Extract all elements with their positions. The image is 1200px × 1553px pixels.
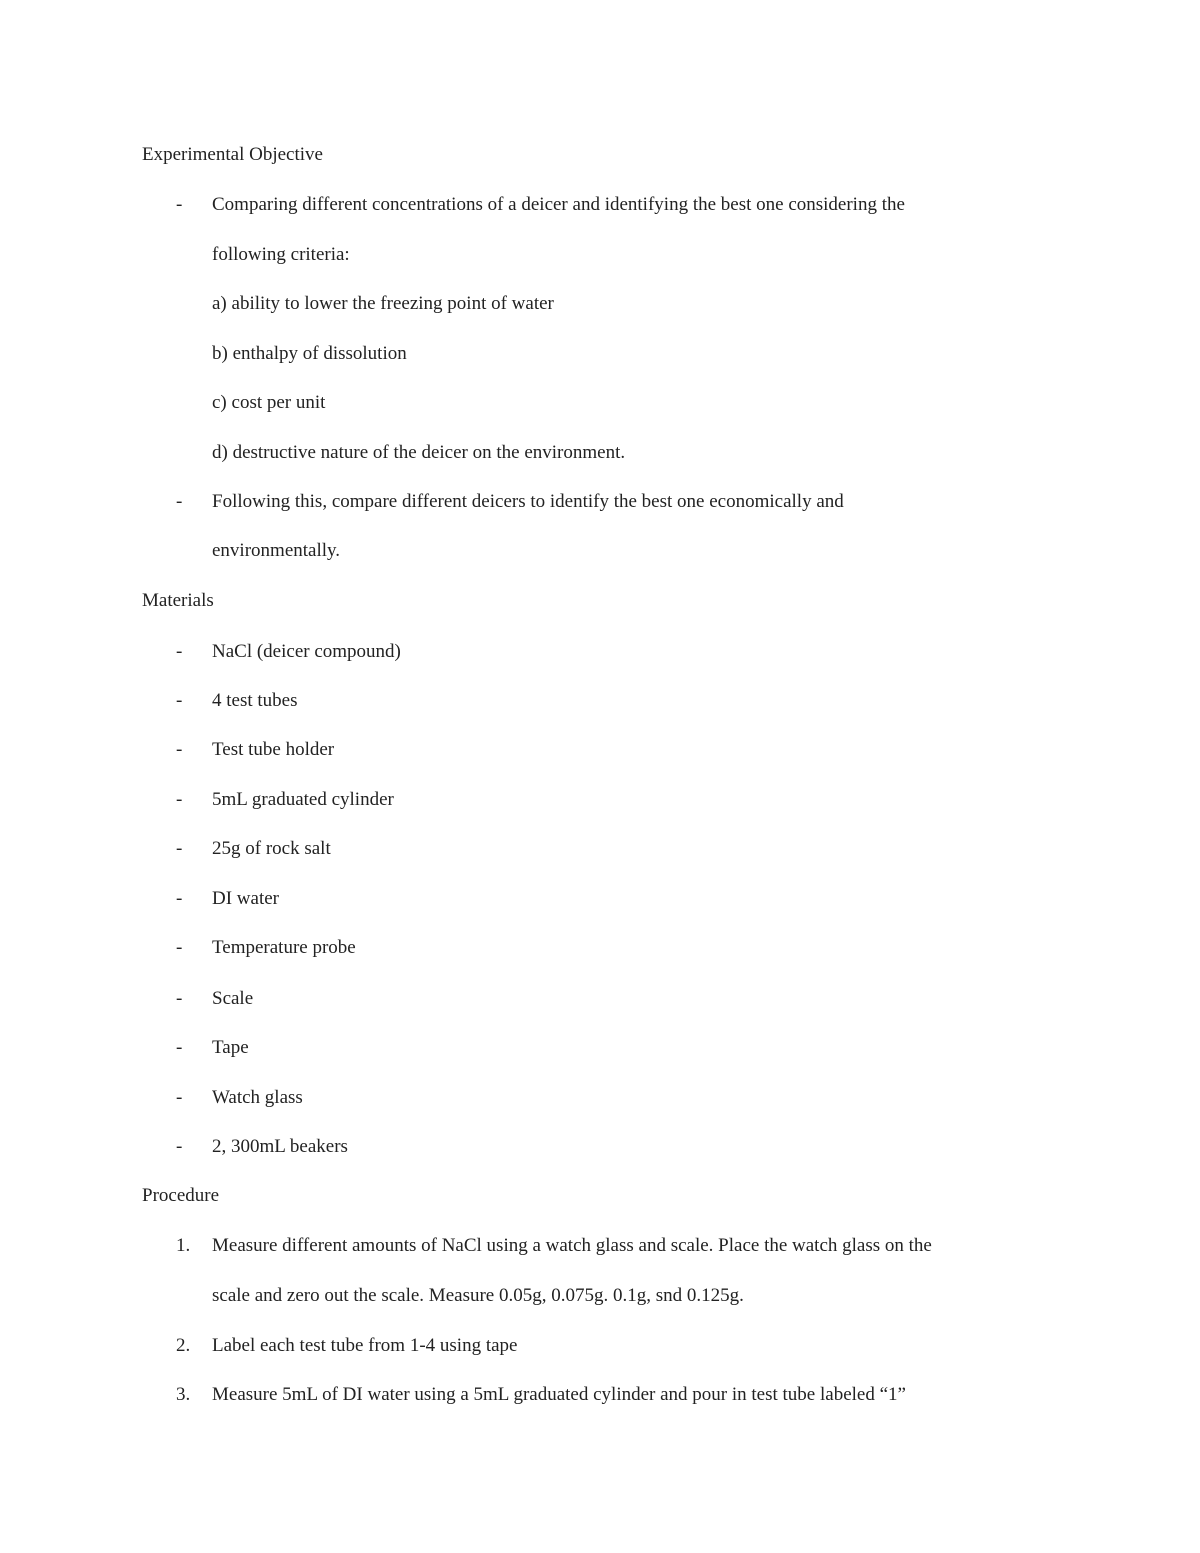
bullet-dash: -: [176, 1087, 183, 1108]
bullet-dash: -: [176, 789, 183, 810]
objective-item-2-line-1: Following this, compare different deicers to identify the best one economically and: [212, 491, 844, 512]
procedure-step-2: Label each test tube from 1-4 using tape: [212, 1335, 518, 1356]
material-item: Watch glass: [212, 1087, 303, 1108]
procedure-step-3: Measure 5mL of DI water using a 5mL graduated cylinder and pour in test tube labeled “1”: [212, 1384, 906, 1405]
bullet-dash: -: [176, 194, 183, 215]
material-item: 25g of rock salt: [212, 838, 331, 859]
material-item: Test tube holder: [212, 739, 335, 760]
step-number: 1.: [176, 1235, 191, 1256]
bullet-dash: -: [176, 690, 183, 711]
objective-item-2-line-2: environmentally.: [212, 540, 341, 561]
criterion-c: c) cost per unit: [212, 392, 326, 413]
bullet-dash: -: [176, 641, 183, 662]
material-item: Scale: [212, 988, 254, 1009]
bullet-dash: -: [176, 739, 183, 760]
objective-item-1-line-2: following criteria:: [212, 244, 350, 265]
materials-heading: Materials: [142, 590, 214, 611]
objective-heading: Experimental Objective: [142, 144, 323, 165]
material-item: DI water: [212, 888, 279, 909]
bullet-dash: -: [176, 1037, 183, 1058]
material-item: 4 test tubes: [212, 690, 298, 711]
bullet-dash: -: [176, 1136, 183, 1157]
criterion-a: a) ability to lower the freezing point of water: [212, 293, 554, 314]
procedure-heading: Procedure: [142, 1185, 220, 1206]
material-item: Tape: [212, 1037, 249, 1058]
material-item: NaCl (deicer compound): [212, 641, 401, 662]
material-item: 5mL graduated cylinder: [212, 789, 394, 810]
bullet-dash: -: [176, 937, 183, 958]
criterion-b: b) enthalpy of dissolution: [212, 343, 407, 364]
procedure-step-1-line-2: scale and zero out the scale. Measure 0.05g, 0.075g. 0.1g, snd 0.125g.: [212, 1285, 744, 1306]
bullet-dash: -: [176, 988, 183, 1009]
step-number: 2.: [176, 1335, 191, 1356]
procedure-step-1-line-1: Measure different amounts of NaCl using a watch glass and scale. Place the watch glass on the: [212, 1235, 932, 1256]
criterion-d: d) destructive nature of the deicer on the environment.: [212, 442, 626, 463]
material-item: Temperature probe: [212, 937, 356, 958]
step-number: 3.: [176, 1384, 191, 1405]
material-item: 2, 300mL beakers: [212, 1136, 348, 1157]
bullet-dash: -: [176, 838, 183, 859]
bullet-dash: -: [176, 491, 183, 512]
objective-item-1-line-1: Comparing different concentrations of a deicer and identifying the best one considering the: [212, 194, 905, 215]
bullet-dash: -: [176, 888, 183, 909]
